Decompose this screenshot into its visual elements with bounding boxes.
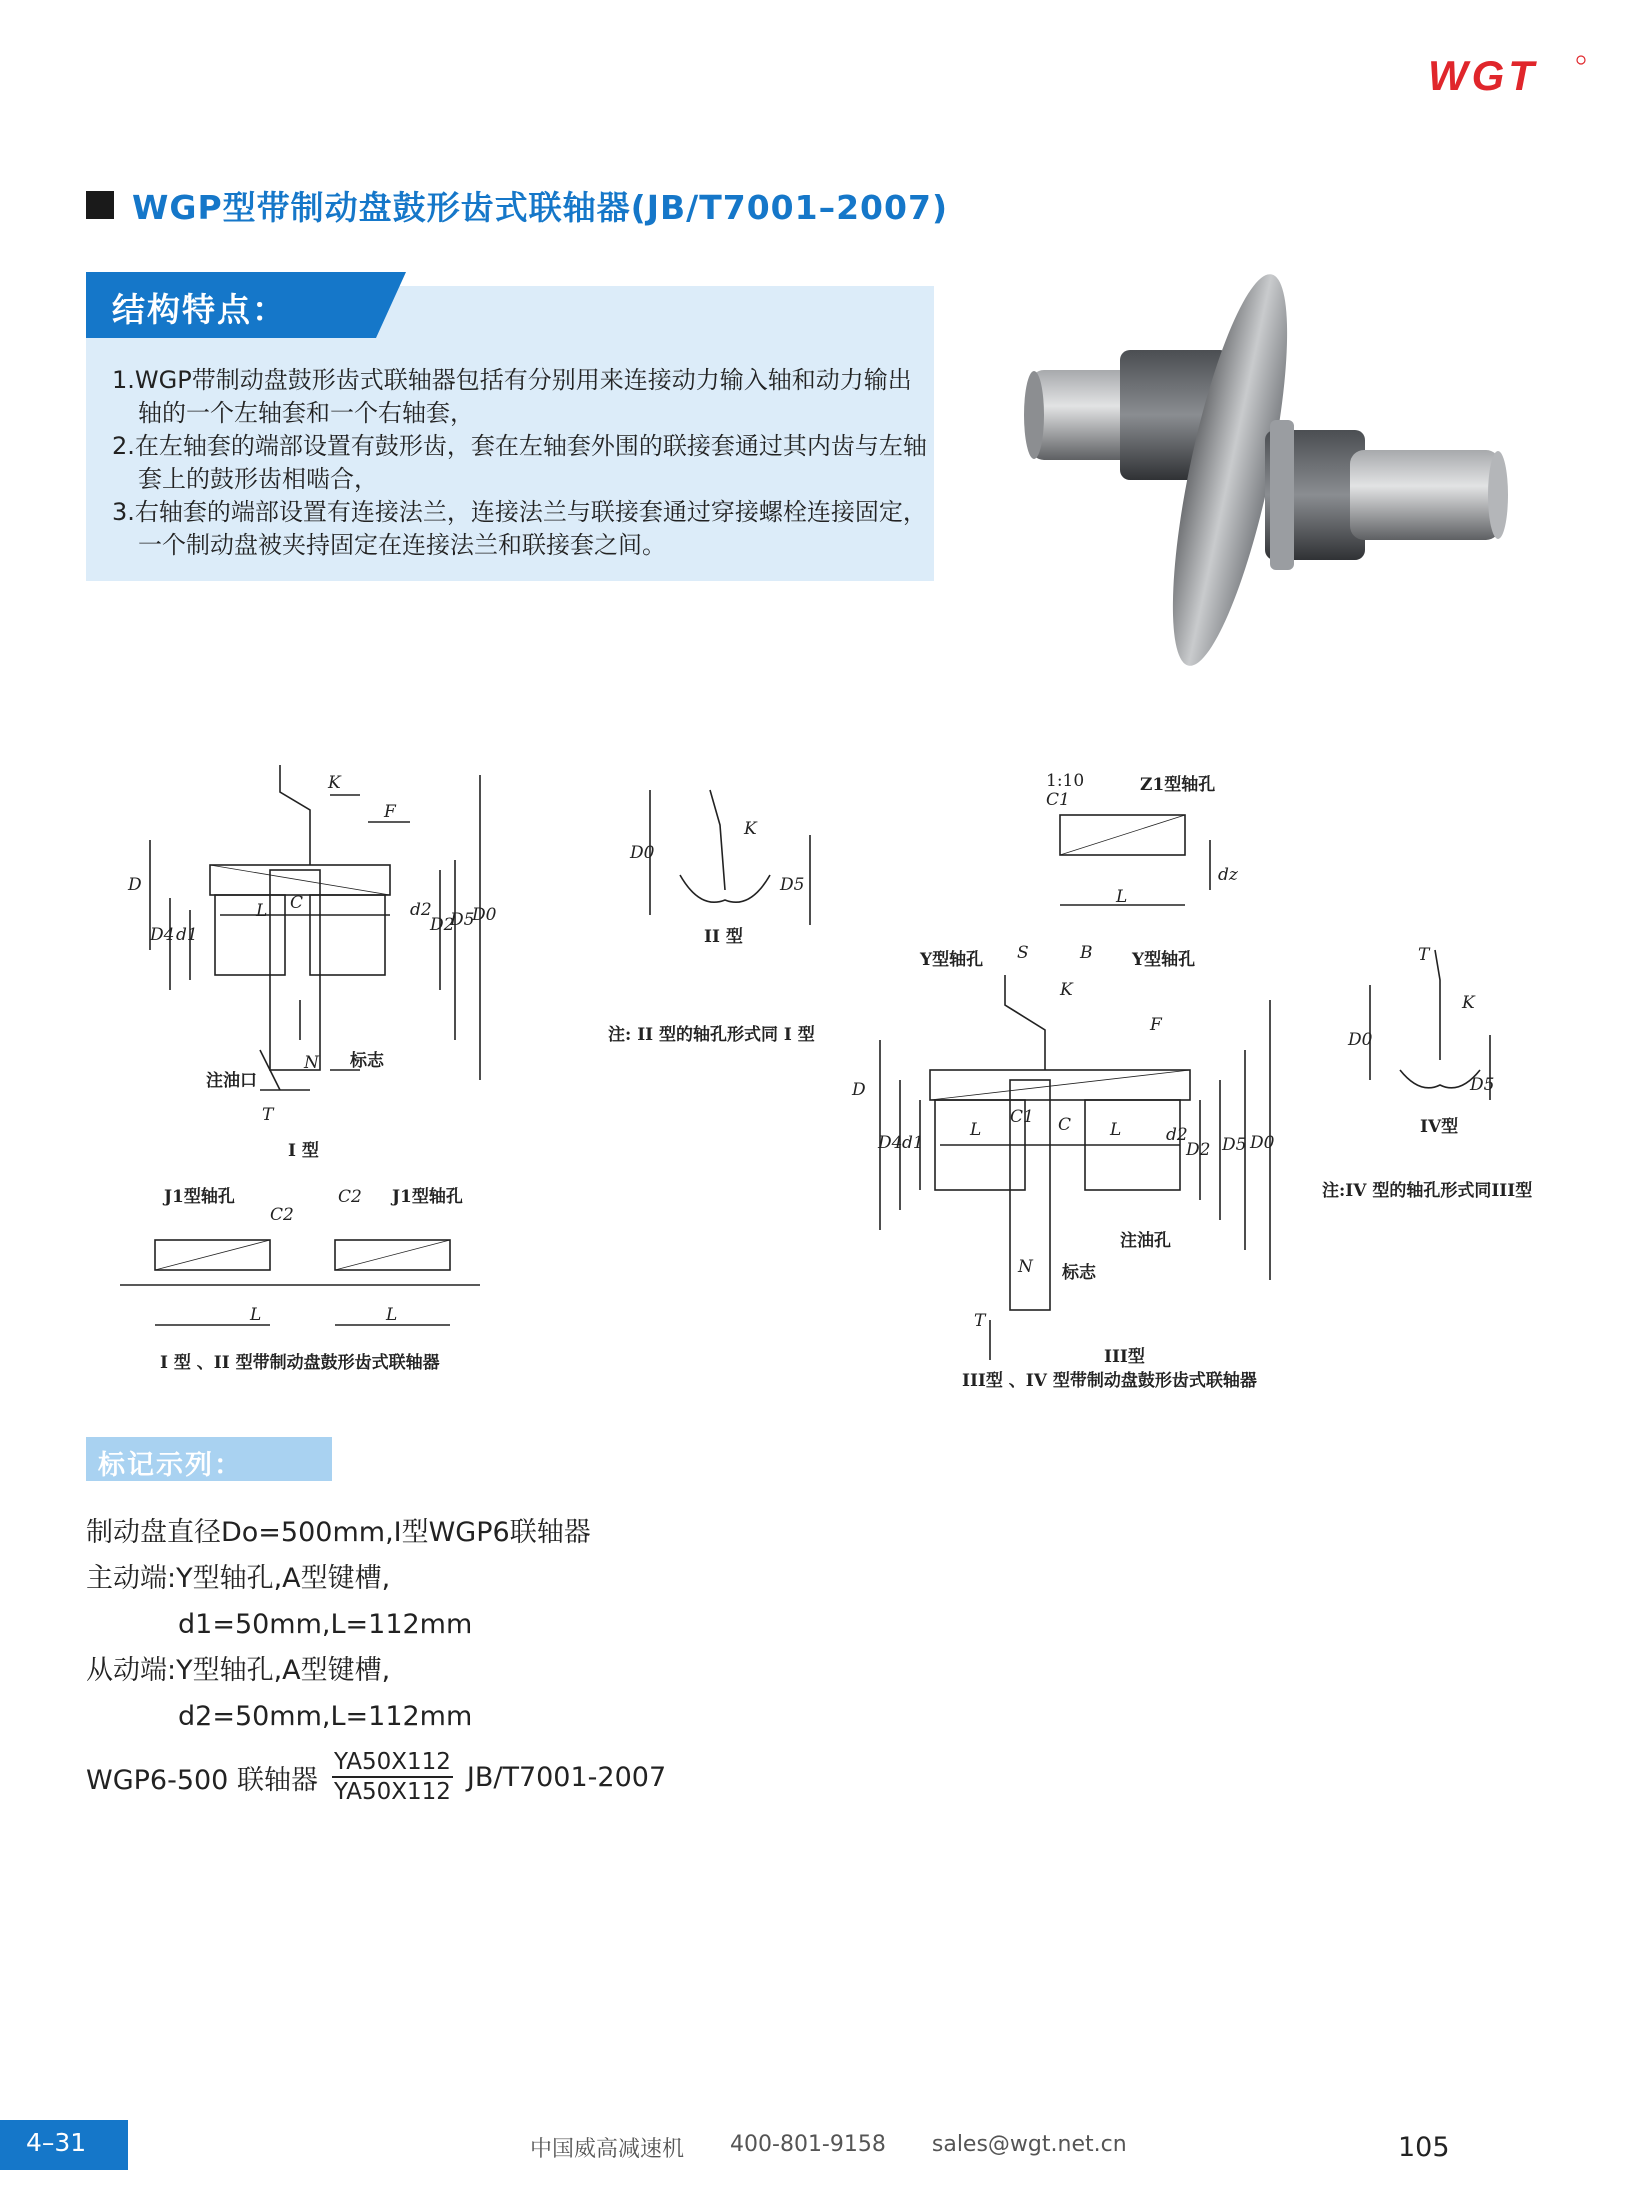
marking-designation [86,1748,666,1806]
svg-text:K: K [328,773,341,793]
svg-text:D0: D0 [1250,1133,1275,1153]
drawing-type-1 [127,765,497,1161]
svg-text:F: F [384,802,396,822]
designation-fraction [332,1748,453,1806]
designation-suffix: JB/T7001-2007 [466,1761,667,1793]
svg-text:dz: dz [1218,865,1238,885]
svg-text:注油孔: 注油孔 [1120,1231,1171,1251]
svg-text:L: L [970,1120,982,1140]
svg-text:L: L [250,1305,262,1325]
feature-item: 2.在左轴套的端部设置有鼓形齿，套在左轴套外围的联接套通过其内齿与左轴套上的鼓形齿相啮合， [112,432,927,493]
svg-text:L: L [1116,887,1128,907]
marking-line: 从动端:Y型轴孔,A型键槽, [86,1655,391,1686]
marking-line: 制动盘直径Do=500mm,I型WGP6联轴器 [86,1517,591,1548]
svg-text:L: L [386,1305,398,1325]
svg-text:标志: 标志 [1062,1263,1096,1283]
drawing-type-2 [608,790,815,1045]
page-title-row [86,180,948,230]
svg-text:III型: III型 [1104,1347,1145,1367]
logo-text: WGT [1428,52,1538,98]
svg-text:T: T [262,1105,274,1125]
svg-text:D5: D5 [1470,1075,1495,1095]
feature-item: 1.WGP带制动盘鼓形齿式联轴器包括有分别用来连接动力输入轴和动力输出轴的一个左轴套和一个右轴套， [112,366,912,427]
svg-text:K: K [1462,993,1475,1013]
svg-text:D4: D4 [878,1133,903,1153]
svg-text:Y型轴孔: Y型轴孔 [920,950,984,970]
svg-text:C: C [290,893,304,913]
fraction-denominator: YA50X112 [333,1779,451,1805]
svg-text:标志: 标志 [350,1051,384,1071]
svg-text:T: T [1418,945,1430,965]
svg-text:I 型 、II 型带制动盘鼓形齿式联轴器: I 型 、II 型带制动盘鼓形齿式联轴器 [160,1353,440,1373]
svg-text:D4: D4 [150,925,175,945]
feature-item: 3.右轴套的端部设置有连接法兰，连接法兰与联接套通过穿接螺栓连接固定，一个制动盘被夹持固定在连接法兰和联接套之间。 [112,498,927,559]
section-number: 4–31 [26,2128,87,2157]
svg-text:Z1型轴孔: Z1型轴孔 [1140,775,1216,795]
drawing-z1-bore [1046,771,1239,907]
svg-text:d2: d2 [1166,1125,1188,1145]
svg-text:D: D [128,875,142,895]
svg-text:注:IV 型的轴孔形式同III型: 注:IV 型的轴孔形式同III型 [1322,1181,1533,1201]
svg-text:K: K [744,819,757,839]
svg-text:注油口: 注油口 [206,1071,257,1091]
svg-text:d2: d2 [410,900,432,920]
drawing-j1-bore [120,1186,480,1373]
svg-text:III型 、IV 型带制动盘鼓形齿式联轴器: III型 、IV 型带制动盘鼓形齿式联轴器 [962,1371,1257,1391]
svg-text:K: K [1060,980,1073,1000]
svg-text:S: S [1017,943,1029,963]
svg-text:C1: C1 [1010,1107,1034,1127]
marking-line: d2=50mm,L=112mm [178,1701,473,1732]
svg-text:d1: d1 [176,925,198,945]
marking-lines [86,1510,591,1740]
designation-prefix: WGP6-500 联轴器 [86,1764,318,1796]
drawing-type-3 [851,943,1275,1391]
svg-text:D2: D2 [1186,1140,1211,1160]
svg-text:D5: D5 [1222,1135,1247,1155]
footer-company: 中国威高减速机 [530,2137,685,2162]
footer-contact [530,2132,1127,2163]
svg-text:C: C [1058,1115,1072,1135]
footer-phone: 400-801-9158 [730,2132,886,2157]
svg-text:D2: D2 [430,915,455,935]
marking-line: 主动端:Y型轴孔,A型键槽, [86,1563,391,1594]
svg-text:d1: d1 [902,1133,924,1153]
feature-list [112,364,932,562]
feature-heading: 结构特点： [112,290,287,329]
title-square-icon [86,191,114,219]
svg-text:C1: C1 [1046,790,1070,810]
product-photo [1020,270,1540,670]
marking-line: d1=50mm,L=112mm [178,1609,473,1640]
svg-text:L: L [1110,1120,1122,1140]
technical-drawings [110,750,1560,1410]
svg-text:C2: C2 [338,1187,362,1207]
svg-text:D5: D5 [780,875,805,895]
svg-text:J1型轴孔: J1型轴孔 [392,1187,463,1207]
svg-text:D5: D5 [450,910,475,930]
svg-text:D: D [852,1080,866,1100]
svg-text:F: F [1150,1015,1162,1035]
svg-text:D0: D0 [1348,1030,1373,1050]
drawing-type-4 [1322,945,1532,1201]
fraction-numerator: YA50X112 [332,1748,453,1778]
svg-text:注: II 型的轴孔形式同 I 型: 注: II 型的轴孔形式同 I 型 [608,1025,815,1045]
svg-text:N: N [1018,1257,1033,1277]
marking-heading: 标记示列： [98,1450,243,1481]
wgt-logo [1428,52,1588,98]
svg-text:D0: D0 [630,843,655,863]
svg-text:C2: C2 [270,1205,294,1225]
svg-text:L: L [256,901,268,921]
svg-text:N: N [304,1053,319,1073]
svg-text:IV型: IV型 [1420,1117,1459,1137]
footer-email[interactable]: sales@wgt.net.cn [931,2132,1127,2157]
svg-text:Y型轴孔: Y型轴孔 [1132,950,1196,970]
svg-text:T: T [974,1311,986,1331]
svg-text:II 型: II 型 [704,927,743,947]
svg-text:B: B [1080,943,1093,963]
page-title: WGP型带制动盘鼓形齿式联轴器(JB/T7001–2007) [132,187,949,227]
svg-text:J1型轴孔: J1型轴孔 [164,1187,235,1207]
svg-text:1:10: 1:10 [1046,771,1085,791]
svg-text:D0: D0 [472,905,497,925]
svg-text:I 型: I 型 [288,1141,319,1161]
page-number: 105 [1398,2132,1450,2163]
